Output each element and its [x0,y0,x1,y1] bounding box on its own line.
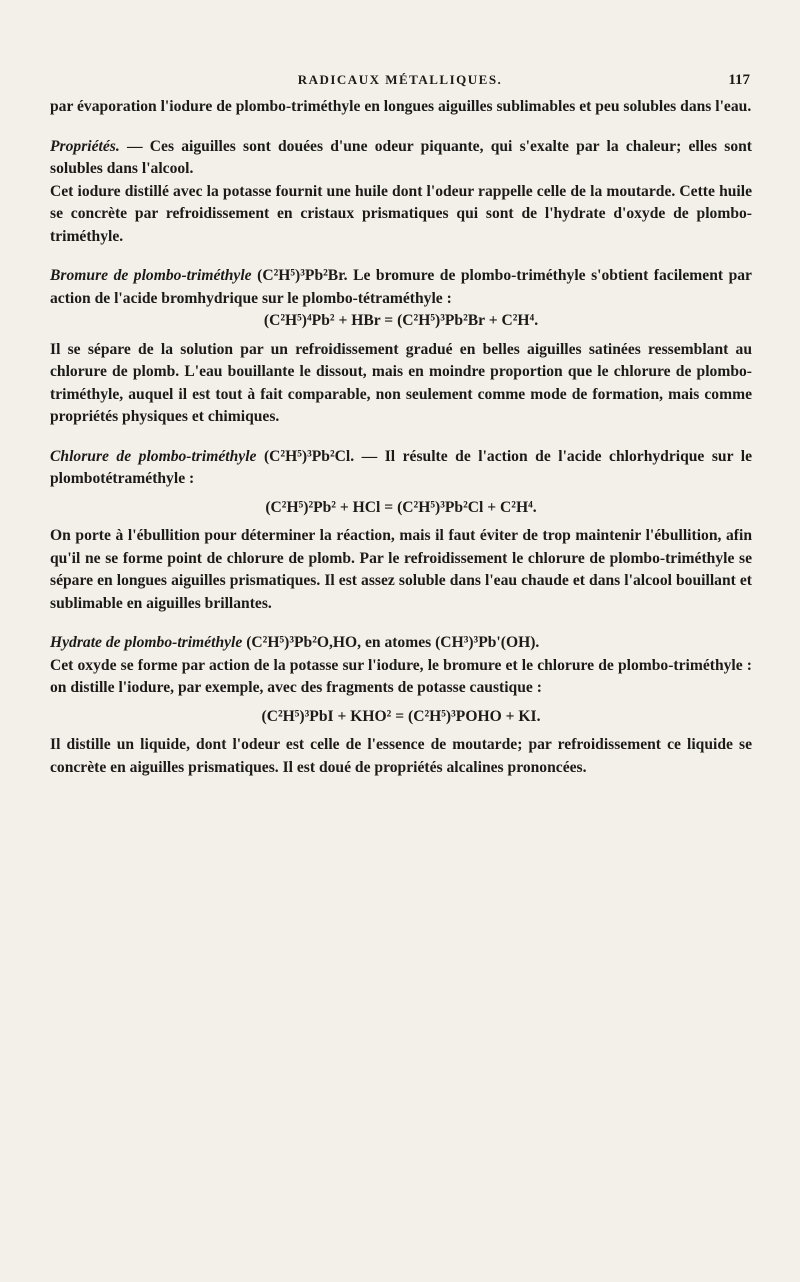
paragraph-text: (C²H⁵)³Pb²Br. Le bromure de plombo-triméthyle s'obtient facilement par action de l'acide bromhydrique sur le plombo-tétraméthyle : [50,267,752,307]
page-header [50,72,750,92]
paragraph-text: — Ces aiguilles sont douées d'une odeur piquante, qui s'exalte par la chaleur; elles sont solubles dans l'alcool. [50,137,752,177]
paragraph-bromure [50,265,752,310]
page-body [50,96,752,779]
paragraph-text: (C²H⁵)³Pb²Cl. — Il résulte de l'action de l'acide chlorhydrique sur le plombotétraméthyle : [50,447,752,487]
page-number: 117 [728,72,750,88]
section-lead-proprietes: Propriétés. [50,137,120,155]
paragraph-iodure-distille: Cet iodure distillé avec la potasse fournit une huile dont l'odeur rappelle celle de la moutarde. Cette huile se concrète par refroidissement en cristaux prismatiques qui sont de l'hydrate d'oxyde de plombo-triméthyle. [50,182,752,245]
paragraph-text: (C²H⁵)³Pb²O,HO, en atomes (CH³)³Pb'(OH). [242,634,540,651]
running-head: RADICAUX MÉTALLIQUES. [297,72,503,87]
section-lead-bromure: Bromure de plombo-triméthyle [50,267,252,284]
paragraph-proprietes [50,136,752,181]
section-lead-chlorure: Chlorure de plombo-triméthyle [50,447,257,465]
paragraph-separation: Il se sépare de la solution par un refroidissement gradué en belles aiguilles satinées ressemblant au chlorure de plomb. L'eau bouillante le dissout, mais en moindre proportion que le chlorure de plombo-triméthyle, auquel il est tout à fait comparable, non seulement comme mode de formation, mais comme propriétés physiques et chimiques. [50,340,752,425]
paragraph-ebullition: On porte à l'ébullition pour déterminer la réaction, mais il faut éviter de trop maintenir l'ébullition, afin qu'il ne se forme point de chlorure de plomb. Par le refroidissement le chlorure de plombo-triméthyle se sépare en longues aiguilles prismatiques. Il est assez soluble dans l'eau chaude et dans l'alcool bouillant et sublimable en aiguilles brillantes. [50,527,752,612]
paragraph-hydrate [50,632,752,655]
equation-chlorure: (C²H⁵)²Pb² + HCl = (C²H⁵)³Pb²Cl + C²H⁴. [265,498,537,516]
paragraph-continuation: par évaporation l'iodure de plombo-triméthyle en longues aiguilles sublimables et peu solubles dans l'eau. [50,98,752,115]
equation-hydrate: (C²H⁵)³PbI + KHO² = (C²H⁵)³POHO + KI. [261,707,541,725]
paragraph-liquide: Il distille un liquide, dont l'odeur est celle de l'essence de moutarde; par refroidissement ce liquide se concrète en aiguilles prismatiques. Il est doué de propriétés alcalines prononcées. [50,736,752,776]
section-lead-hydrate: Hydrate de plombo-triméthyle [50,634,243,651]
paragraph-chlorure [50,446,752,491]
equation-bromure: (C²H⁵)⁴Pb² + HBr = (C²H⁵)³Pb²Br + C²H⁴. [263,312,539,329]
paragraph-oxyde: Cet oxyde se forme par action de la potasse sur l'iodure, le bromure et le chlorure de plombo-triméthyle : on distille l'iodure, par exemple, avec des fragments de potasse caustique : [50,656,752,696]
